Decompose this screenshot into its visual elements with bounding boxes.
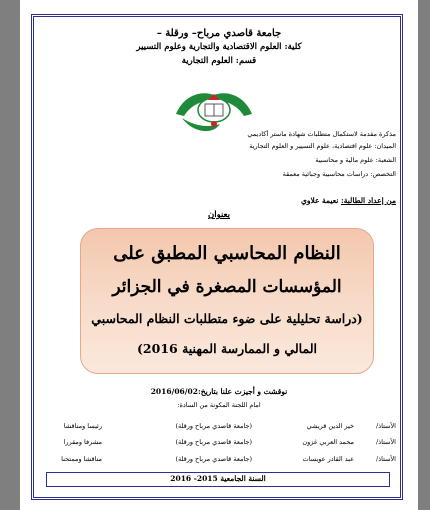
student-name: نعيمة علاوي <box>300 196 341 205</box>
jury-role: مشرفا ومقررا <box>63 438 102 446</box>
jury-title: الأستاذ/ <box>376 438 396 446</box>
jury-affiliation: (جامعة قاصدي مرباح ورقلة) <box>175 422 252 430</box>
jury-name: محمد العربي غزون <box>302 438 354 446</box>
academic-year: السنة الجامعية 2015- 2016 <box>46 472 390 487</box>
thesis-purpose: مذكرة مقدمة لاستكمال متطلبات شهادة ماستر أكاديمي <box>247 130 396 138</box>
jury-role: رئيسا ومناقشا <box>63 422 102 430</box>
student-line <box>301 196 396 205</box>
jury-row <box>63 422 396 430</box>
student-label: من إعداد الطالبة: <box>340 196 396 205</box>
jury-role: مناقشا وممتحنا <box>61 455 102 463</box>
university-logo-icon <box>172 80 256 140</box>
title-label: بعنوان <box>207 210 231 220</box>
jury-name: عبد القادر عويسات <box>302 455 354 463</box>
jury-affiliation: (جامعة قاصدي مرباح ورقلة) <box>175 438 252 446</box>
specialty-line: التخصص: دراسات محاسبية وجبائية معمقة <box>282 170 396 178</box>
field-line: الميدان: علوم اقتصادية، علوم التسيير و العلوم التجارية <box>249 142 396 150</box>
university-name: جامعة قاصدي مرباح– ورقلة – <box>156 28 282 39</box>
jury-title: الأستاذ/ <box>376 422 396 430</box>
jury-row <box>63 438 396 446</box>
document-page <box>20 0 418 510</box>
jury-title: الأستاذ/ <box>376 455 396 463</box>
branch-line: الشعبة: علوم مالية و محاسبية <box>315 156 396 164</box>
jury-affiliation: (جامعة قاصدي مرباح ورقلة) <box>175 455 252 463</box>
subtitle-line-2: المالي و الممارسة المهنية 2016) <box>137 341 317 356</box>
faculty-name: كلية: العلوم الاقتصادية والتجارية وعلوم التسيير <box>136 42 302 52</box>
title-line-1: النظام المحاسبي المطبق على <box>113 243 341 264</box>
jury-heading: امام اللجنة المكونة من السادة: <box>177 401 261 409</box>
defense-date: نوقشت و أجيزت علنا بتاريخ:2016/06/02 <box>150 387 288 396</box>
thesis-title-banner <box>80 228 374 374</box>
title-line-2: المؤسسات المصغرة في الجزائر <box>112 277 342 297</box>
jury-name: خير الدين قريشي <box>306 422 354 430</box>
jury-row <box>61 455 396 463</box>
subtitle-line-1: (دراسة تحليلية على ضوء متطلبات النظام المحاسبي <box>91 311 363 326</box>
department-name: قسم: العلوم التجارية <box>181 56 257 66</box>
